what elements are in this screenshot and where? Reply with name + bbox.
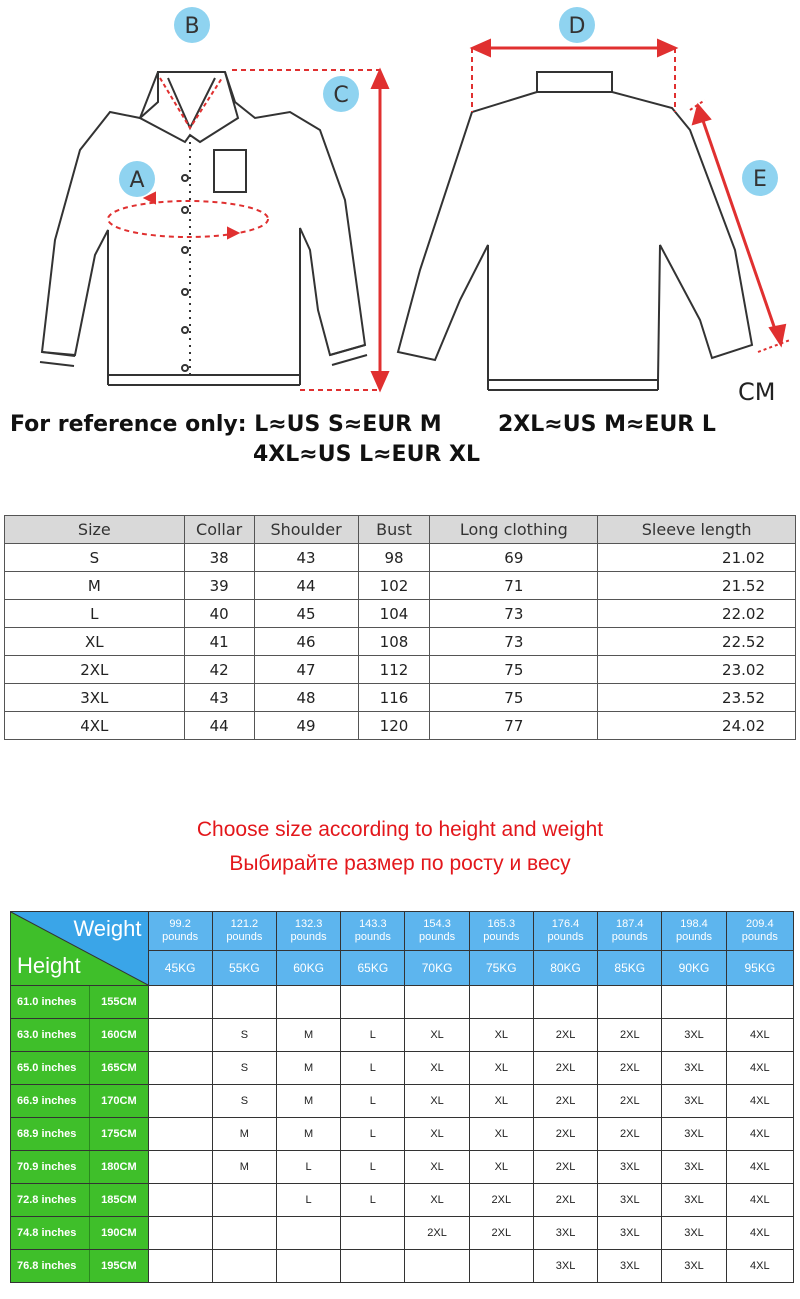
recommended-size-cell (341, 1217, 405, 1250)
recommended-size-cell: XL (469, 1085, 533, 1118)
pounds-value: 187.4 (616, 918, 644, 930)
pounds-unit: pounds (611, 931, 648, 943)
cell-shoulder: 46 (254, 628, 358, 656)
choose-size-russian: Выбирайте размер по росту и весу (229, 852, 571, 875)
cell-sleeve-length: 21.52 (598, 572, 796, 600)
pounds-unit: pounds (354, 931, 391, 943)
recommended-size-cell: 2XL (533, 1184, 597, 1217)
recommended-size-cell: 4XL (726, 1085, 793, 1118)
cell-collar: 42 (184, 656, 254, 684)
recommended-size-cell: L (341, 1184, 405, 1217)
cell-long-clothing: 75 (430, 656, 598, 684)
recommended-size-cell (598, 986, 662, 1019)
recommended-size-cell: XL (469, 1052, 533, 1085)
recommended-size-cell: 3XL (662, 1118, 726, 1151)
recommended-size-cell: 3XL (662, 1250, 726, 1283)
height-inches: 68.9 inches (11, 1118, 90, 1151)
recommended-size-cell (469, 986, 533, 1019)
recommended-size-cell: M (212, 1118, 276, 1151)
cell-shoulder: 48 (254, 684, 358, 712)
cell-collar: 40 (184, 600, 254, 628)
cell-collar: 43 (184, 684, 254, 712)
height-cm: 170CM (90, 1085, 148, 1118)
recommended-size-cell: 3XL (533, 1217, 597, 1250)
recommended-size-cell (148, 1019, 212, 1052)
badge-a-label: A (129, 168, 145, 193)
height-cm: 165CM (90, 1052, 148, 1085)
height-cm: 175CM (90, 1118, 148, 1151)
recommended-size-cell (212, 1250, 276, 1283)
weight-kg-header: 90KG (662, 951, 726, 986)
weight-kg-header: 95KG (726, 951, 793, 986)
badge-a (119, 161, 155, 197)
recommended-size-cell (148, 1151, 212, 1184)
weight-kg-header: 85KG (598, 951, 662, 986)
cell-collar: 41 (184, 628, 254, 656)
cell-long-clothing: 77 (430, 712, 598, 740)
back-measure-lines (472, 40, 790, 352)
cell-sleeve-length: 22.02 (598, 600, 796, 628)
recommended-size-cell: XL (469, 1151, 533, 1184)
recommended-size-cell: XL (405, 1019, 469, 1052)
pounds-value: 165.3 (487, 918, 516, 930)
recommended-size-cell: 3XL (533, 1250, 597, 1283)
recommended-size-cell (148, 1250, 212, 1283)
weight-kg-header: 45KG (148, 951, 212, 986)
weight-pounds-header (276, 912, 340, 951)
recommended-size-cell: M (276, 1019, 340, 1052)
pounds-value: 176.4 (551, 918, 580, 930)
recommended-size-cell (533, 986, 597, 1019)
recommended-size-cell: 3XL (662, 1052, 726, 1085)
cell-shoulder: 45 (254, 600, 358, 628)
cell-shoulder: 44 (254, 572, 358, 600)
header-size: Size (5, 516, 185, 544)
recommended-size-cell: S (212, 1085, 276, 1118)
recommended-size-cell (276, 986, 340, 1019)
recommended-size-cell: 2XL (598, 1085, 662, 1118)
shirt-measurement-diagram (0, 0, 800, 400)
recommended-size-cell: 3XL (662, 1151, 726, 1184)
cell-long-clothing: 75 (430, 684, 598, 712)
weight-pounds-header (212, 912, 276, 951)
recommended-size-cell: 4XL (726, 1052, 793, 1085)
pounds-unit: pounds (741, 931, 778, 943)
cell-long-clothing: 69 (430, 544, 598, 572)
cell-bust: 112 (358, 656, 430, 684)
cell-sleeve-length: 23.52 (598, 684, 796, 712)
pounds-value: 99.2 (169, 918, 191, 930)
recommended-size-cell (341, 1250, 405, 1283)
recommended-size-cell: 3XL (662, 1217, 726, 1250)
table-row (11, 1019, 794, 1052)
recommended-size-cell: 2XL (469, 1184, 533, 1217)
recommended-size-cell: M (212, 1151, 276, 1184)
recommended-size-cell: 3XL (598, 1217, 662, 1250)
weight-kg-header: 70KG (405, 951, 469, 986)
weight-height-corner (11, 912, 149, 986)
recommended-size-cell: 4XL (726, 1019, 793, 1052)
cell-sleeve-length: 24.02 (598, 712, 796, 740)
recommended-size-cell (148, 1118, 212, 1151)
recommended-size-cell (662, 986, 726, 1019)
cell-shoulder: 49 (254, 712, 358, 740)
cell-sleeve-length: 23.02 (598, 656, 796, 684)
recommended-size-cell: XL (405, 1184, 469, 1217)
table-row (5, 712, 796, 740)
recommended-size-cell: 4XL (726, 1184, 793, 1217)
recommended-size-cell: S (212, 1052, 276, 1085)
pounds-value: 198.4 (680, 918, 708, 930)
table-row (5, 572, 796, 600)
badge-c (323, 76, 359, 112)
unit-label: CM (738, 378, 776, 406)
front-shirt-outline (40, 72, 367, 385)
height-inches: 65.0 inches (11, 1052, 90, 1085)
cell-collar: 38 (184, 544, 254, 572)
cell-bust: 98 (358, 544, 430, 572)
recommended-size-cell: L (341, 1019, 405, 1052)
header-sleeve-length: Sleeve length (598, 516, 796, 544)
hw-weight-row (11, 912, 794, 951)
size-table-header (5, 516, 796, 544)
pounds-unit: pounds (162, 931, 199, 943)
recommended-size-cell (148, 1085, 212, 1118)
height-weight-size-table (10, 911, 794, 1283)
height-cm: 155CM (90, 986, 148, 1019)
height-cm: 190CM (90, 1217, 148, 1250)
front-measure-lines (108, 70, 388, 390)
recommended-size-cell: 2XL (405, 1217, 469, 1250)
badge-b (174, 7, 210, 43)
recommended-size-cell (148, 1184, 212, 1217)
table-row (11, 1217, 794, 1250)
recommended-size-cell: 3XL (598, 1151, 662, 1184)
recommended-size-cell: XL (405, 1085, 469, 1118)
table-row (5, 684, 796, 712)
pounds-value: 143.3 (359, 918, 387, 930)
cell-long-clothing: 71 (430, 572, 598, 600)
recommended-size-cell: XL (405, 1052, 469, 1085)
height-inches: 66.9 inches (11, 1085, 90, 1118)
height-inches: 74.8 inches (11, 1217, 90, 1250)
cell-bust: 120 (358, 712, 430, 740)
cell-size: M (5, 572, 185, 600)
reference-line-1b: 2XL≈US M≈EUR L (498, 412, 716, 437)
size-measurement-table (4, 515, 796, 740)
weight-pounds-header (726, 912, 793, 951)
recommended-size-cell (341, 986, 405, 1019)
height-inches: 76.8 inches (11, 1250, 90, 1283)
table-row (5, 600, 796, 628)
height-cm: 180CM (90, 1151, 148, 1184)
recommended-size-cell: 4XL (726, 1118, 793, 1151)
cell-long-clothing: 73 (430, 628, 598, 656)
header-collar: Collar (184, 516, 254, 544)
choose-size-english: Choose size according to height and weight (196, 818, 604, 841)
recommended-size-cell: XL (405, 1118, 469, 1151)
recommended-size-cell: 4XL (726, 1151, 793, 1184)
weight-pounds-header (533, 912, 597, 951)
recommended-size-cell: L (341, 1085, 405, 1118)
recommended-size-cell (276, 1250, 340, 1283)
height-inches: 63.0 inches (11, 1019, 90, 1052)
pounds-value: 132.3 (294, 918, 323, 930)
recommended-size-cell: 2XL (533, 1118, 597, 1151)
recommended-size-cell: 3XL (662, 1019, 726, 1052)
cell-sleeve-length: 22.52 (598, 628, 796, 656)
cell-bust: 108 (358, 628, 430, 656)
recommended-size-cell: 2XL (598, 1052, 662, 1085)
reference-line-1a: For reference only: L≈US S≈EUR M (10, 412, 442, 437)
pounds-value: 121.2 (230, 918, 259, 930)
recommended-size-cell (405, 1250, 469, 1283)
cell-collar: 44 (184, 712, 254, 740)
header-long-clothing: Long clothing (430, 516, 598, 544)
height-cm: 185CM (90, 1184, 148, 1217)
pounds-value: 209.4 (746, 918, 774, 930)
pounds-unit: pounds (675, 931, 713, 943)
cell-size: 3XL (5, 684, 185, 712)
cell-size: L (5, 600, 185, 628)
pounds-unit: pounds (419, 931, 456, 943)
pounds-unit: pounds (483, 931, 520, 943)
badge-c-label: C (333, 83, 349, 108)
height-inches: 61.0 inches (11, 986, 90, 1019)
recommended-size-cell: M (276, 1085, 340, 1118)
recommended-size-cell (148, 986, 212, 1019)
weight-kg-header: 55KG (212, 951, 276, 986)
weight-pounds-header (405, 912, 469, 951)
recommended-size-cell: L (341, 1118, 405, 1151)
table-row (5, 656, 796, 684)
cell-size: S (5, 544, 185, 572)
recommended-size-cell: S (212, 1019, 276, 1052)
recommended-size-cell (148, 1052, 212, 1085)
recommended-size-cell: 3XL (598, 1184, 662, 1217)
recommended-size-cell (148, 1217, 212, 1250)
cell-size: 2XL (5, 656, 185, 684)
recommended-size-cell: 4XL (726, 1217, 793, 1250)
weight-kg-header: 65KG (341, 951, 405, 986)
header-bust: Bust (358, 516, 430, 544)
table-row (5, 628, 796, 656)
recommended-size-cell: XL (405, 1151, 469, 1184)
recommended-size-cell (405, 986, 469, 1019)
recommended-size-cell: M (276, 1052, 340, 1085)
recommended-size-cell: L (341, 1052, 405, 1085)
recommended-size-cell (212, 986, 276, 1019)
recommended-size-cell: 3XL (598, 1250, 662, 1283)
recommended-size-cell (726, 986, 793, 1019)
badge-e-label: E (753, 167, 767, 192)
pounds-value: 154.3 (423, 918, 451, 930)
recommended-size-cell: 2XL (533, 1019, 597, 1052)
pounds-unit: pounds (226, 931, 263, 943)
header-shoulder: Shoulder (254, 516, 358, 544)
weight-label: Weight (73, 916, 142, 941)
cell-bust: 116 (358, 684, 430, 712)
cell-shoulder: 43 (254, 544, 358, 572)
cell-size: XL (5, 628, 185, 656)
badge-d (559, 7, 595, 43)
weight-kg-header: 75KG (469, 951, 533, 986)
cell-long-clothing: 73 (430, 600, 598, 628)
recommended-size-cell: XL (469, 1019, 533, 1052)
recommended-size-cell: 2XL (533, 1052, 597, 1085)
recommended-size-cell: 2XL (598, 1019, 662, 1052)
recommended-size-cell: M (276, 1118, 340, 1151)
cell-collar: 39 (184, 572, 254, 600)
recommended-size-cell: 2XL (598, 1118, 662, 1151)
cell-shoulder: 47 (254, 656, 358, 684)
height-inches: 72.8 inches (11, 1184, 90, 1217)
table-row (11, 1250, 794, 1283)
weight-pounds-header (148, 912, 212, 951)
weight-pounds-header (598, 912, 662, 951)
weight-kg-header: 80KG (533, 951, 597, 986)
recommended-size-cell (469, 1250, 533, 1283)
recommended-size-cell (276, 1217, 340, 1250)
recommended-size-cell: 3XL (662, 1184, 726, 1217)
cell-bust: 104 (358, 600, 430, 628)
recommended-size-cell: L (276, 1151, 340, 1184)
reference-line-2: 4XL≈US L≈EUR XL (253, 442, 481, 467)
badge-d-label: D (568, 14, 586, 39)
recommended-size-cell: 4XL (726, 1250, 793, 1283)
recommended-size-cell: L (276, 1184, 340, 1217)
table-row (11, 986, 794, 1019)
cell-size: 4XL (5, 712, 185, 740)
table-row (5, 544, 796, 572)
weight-pounds-header (662, 912, 726, 951)
badge-e (742, 160, 778, 196)
height-inches: 70.9 inches (11, 1151, 90, 1184)
cell-sleeve-length: 21.02 (598, 544, 796, 572)
weight-pounds-header (469, 912, 533, 951)
pounds-unit: pounds (290, 931, 327, 943)
table-row (11, 1085, 794, 1118)
recommended-size-cell: 2XL (533, 1085, 597, 1118)
recommended-size-cell: XL (469, 1118, 533, 1151)
table-row (11, 1184, 794, 1217)
height-label: Height (17, 953, 81, 978)
table-row (11, 1052, 794, 1085)
height-cm: 160CM (90, 1019, 148, 1052)
badge-b-label: B (184, 14, 200, 39)
recommended-size-cell: 2XL (469, 1217, 533, 1250)
recommended-size-cell (212, 1217, 276, 1250)
table-row (11, 1151, 794, 1184)
weight-pounds-header (341, 912, 405, 951)
pounds-unit: pounds (547, 931, 584, 943)
cell-bust: 102 (358, 572, 430, 600)
table-row (11, 1118, 794, 1151)
button-placket (182, 135, 190, 375)
weight-kg-header: 60KG (276, 951, 340, 986)
recommended-size-cell: 2XL (533, 1151, 597, 1184)
height-cm: 195CM (90, 1250, 148, 1283)
recommended-size-cell: 3XL (662, 1085, 726, 1118)
recommended-size-cell: L (341, 1151, 405, 1184)
recommended-size-cell (212, 1184, 276, 1217)
